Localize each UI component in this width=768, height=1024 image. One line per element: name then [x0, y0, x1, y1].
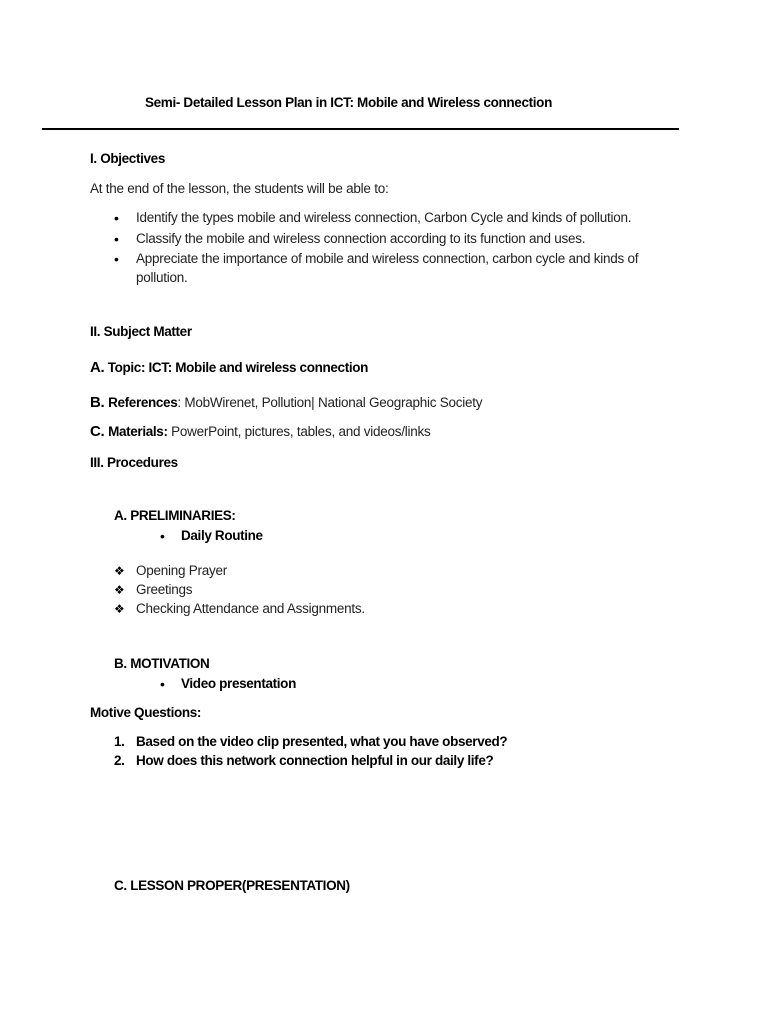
- procedures-heading: III. Procedures: [90, 455, 178, 470]
- references-letter: B.: [90, 394, 105, 411]
- diamond-bullet-icon: ❖: [114, 564, 125, 578]
- routine-item: Opening Prayer: [136, 563, 228, 578]
- materials-letter: C.: [90, 423, 105, 440]
- references-label: References: [108, 395, 178, 410]
- title-divider: [42, 128, 679, 130]
- materials-line: [90, 424, 431, 440]
- subject-matter-heading: II. Subject Matter: [90, 324, 192, 339]
- references-value: : MobWirenet, Pollution| National Geographic Society: [177, 395, 483, 410]
- bullet-dot-icon: •: [160, 528, 165, 544]
- question-text: Based on the video clip presented, what you have observed?: [136, 734, 508, 749]
- materials-value: PowerPoint, pictures, tables, and videos/links: [167, 424, 431, 439]
- routine-item: Checking Attendance and Assignments.: [136, 601, 365, 616]
- objective-item: Identify the types mobile and wireless connection, Carbon Cycle and kinds of pollution.: [136, 210, 632, 225]
- diamond-bullet-icon: ❖: [114, 602, 125, 616]
- lesson-proper-label: C. LESSON PROPER(PRESENTATION): [114, 878, 350, 893]
- materials-label: Materials:: [108, 424, 168, 439]
- bullet-dot-icon: •: [114, 251, 119, 267]
- video-presentation-label: Video presentation: [181, 676, 296, 691]
- objective-item: Classify the mobile and wireless connection according to its function and uses.: [136, 231, 586, 246]
- daily-routine-label: Daily Routine: [181, 528, 263, 543]
- bullet-dot-icon: •: [114, 210, 119, 226]
- routine-item: Greetings: [136, 582, 193, 597]
- question-text: How does this network connection helpful in our daily life?: [136, 753, 494, 768]
- topic-letter: A.: [90, 359, 105, 376]
- document-title: Semi- Detailed Lesson Plan in ICT: Mobile and Wireless connection: [145, 95, 552, 110]
- objective-item: Appreciate the importance of mobile and wireless connection, carbon cycle and kinds of: [136, 251, 639, 266]
- preliminaries-label: A. PRELIMINARIES:: [114, 508, 236, 523]
- motive-questions-heading: Motive Questions:: [90, 705, 202, 720]
- objectives-heading: I. Objectives: [90, 151, 165, 166]
- bullet-dot-icon: •: [160, 676, 165, 692]
- bullet-dot-icon: •: [114, 231, 119, 247]
- topic-text: Topic: ICT: Mobile and wireless connection: [107, 360, 369, 375]
- topic-line: [90, 360, 368, 376]
- question-number: 1.: [114, 734, 125, 749]
- question-number: 2.: [114, 753, 125, 768]
- diamond-bullet-icon: ❖: [114, 583, 125, 597]
- references-line: [90, 395, 482, 411]
- objectives-intro: At the end of the lesson, the students will be able to:: [90, 181, 389, 196]
- motivation-label: B. MOTIVATION: [114, 656, 210, 671]
- objective-item-continuation: pollution.: [136, 270, 188, 285]
